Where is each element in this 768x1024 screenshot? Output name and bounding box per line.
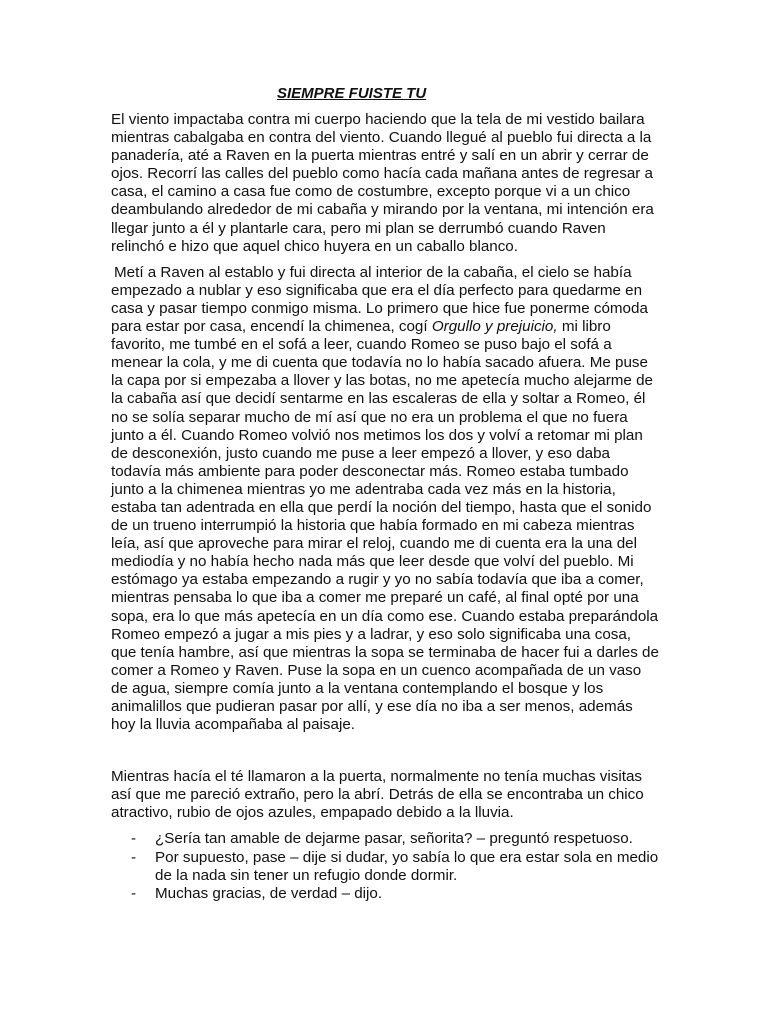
dialogue-dash: - — [131, 848, 137, 866]
paragraph-gap — [111, 742, 659, 768]
document-body — [111, 84, 659, 903]
dialogue-text: Por supuesto, pase – dije si dudar, yo sabía lo que era estar sola en medio de la nada sin tener un refugio donde dormir. — [155, 848, 659, 884]
dialogue-list — [111, 830, 659, 902]
dialogue-line — [111, 849, 659, 885]
dialogue-line — [111, 830, 659, 848]
dialogue-dash: - — [131, 830, 137, 848]
paragraph-2-text-start: Metí a Raven al establo y fui directa al interior de la cabaña, el cielo se había empezado a nublar y eso significaba que era el día perfecto para quedarme en casa y pasar tiempo conmigo misma. Lo primero que hice fue ponerme cómoda para estar por casa, encendí la chimenea, cogí — [111, 263, 648, 336]
book-title: Orgullo y prejuicio, — [431, 318, 558, 336]
dialogue-line — [111, 885, 659, 903]
paragraph-2 — [111, 264, 659, 734]
dialogue-text: ¿Sería tan amable de dejarme pasar, señorita? – preguntó respetuoso. — [155, 830, 633, 848]
dialogue-dash: - — [131, 884, 137, 902]
paragraph-2-text-end: mi libro favorito, me tumbé en el sofá a leer, cuando Romeo se puso bajo el sofá a menear la cola, y me di cuenta que todavía no lo había sacado afuera. Me puse la capa por si empezaba a llover y las botas, no me apetecía mucho alejarme de la cabaña así que decidí sentarme en las escaleras de ella y soltar a Romeo, él no se solía separar mucho de mí así que no era un problema el que no fuera junto a él. Cuando Romeo volvió nos metimos los dos y volví a retomar mi plan de desconexión, justo cuando me puse a leer empezó a llover, y eso daba todavía más ambiente para poder desconectar más. Romeo estaba tumbado junto a la chimenea mientras yo me adentraba cada vez más en la historia, estaba tan adentrada en ella que perdí la noción del tiempo, hasta que el sonido de un trueno interrumpió la historia que había formado en mi cabeza mientras leía, así que aproveche para mirar el reloj, cuando me di cuenta era la una del mediodía y no había hecho nada más que leer desde que volví del pueblo. Mi estómago ya estaba empezando a rugir y yo no sabía todavía que iba a comer, mientras pensaba lo que iba a comer me preparé un café, al final opté por una sopa, era lo que más apetecía en un día como ese. Cuando estaba preparándola Romeo empezó a jugar a mis pies y a ladrar, y eso solo significaba una cosa, que tenía hambre, así que mientras la sopa se terminaba de hacer fui a darles de comer a Romeo y Raven. Puse la sopa en un cuenco acompañada de un vaso de agua, siempre comía junto a la ventana contemplando el bosque y los animalillos que pudieran pasar por allí, y ese día no iba a ser menos, además hoy la lluvia acompañaba al paisaje. — [111, 318, 659, 734]
document-title: SIEMPRE FUISTE TU — [277, 85, 427, 102]
dialogue-text: Muchas gracias, de verdad – dijo. — [155, 884, 383, 902]
paragraph-1: El viento impactaba contra mi cuerpo haciendo que la tela de mi vestido bailara mientras cabalgaba en contra del viento. Cuando llegué al pueblo fui directa a la panadería, até a Raven en la puerta mientras entré y salí en un abrir y cerrar de ojos. Recorrí las calles del pueblo como hacía cada mañana antes de regresar a casa, el camino a casa fue como de costumbre, excepto porque vi a un chico deambulando alrededor de mi cabaña y mirando por la ventana, mi intención era llegar junto a él y plantarle cara, pero mi plan se derrumbó cuando Raven relinchó e hizo que aquel chico huyera en un caballo blanco. — [111, 111, 654, 255]
paragraph-3: Mientras hacía el té llamaron a la puerta, normalmente no tenía muchas visitas así que me pareció extraño, pero la abrí. Detrás de ella se encontraba un chico atractivo, rubio de ojos azules, empapado debido a la lluvia. — [111, 768, 644, 822]
